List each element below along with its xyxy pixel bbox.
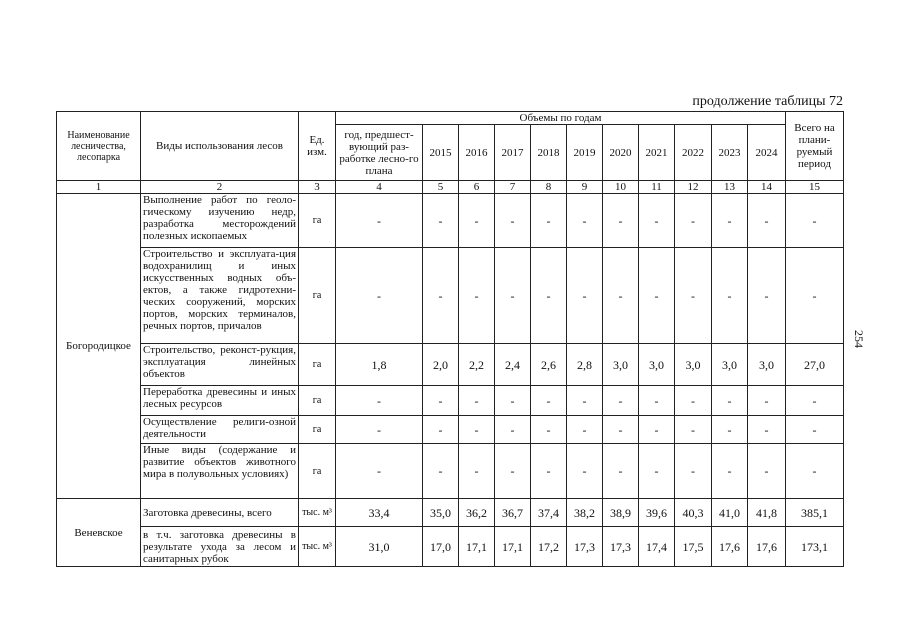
value-cell: 41,0: [712, 499, 748, 527]
value-cell: -: [786, 444, 844, 499]
value-cell: -: [748, 416, 786, 444]
table-row: [57, 194, 844, 248]
column-number: 5: [423, 181, 459, 194]
use-type: Заготовка древесины, всего: [141, 499, 299, 527]
value-cell: -: [786, 248, 844, 344]
value-cell: 2,8: [567, 344, 603, 386]
value-cell: -: [567, 416, 603, 444]
value-cell: -: [639, 248, 675, 344]
value-cell: 17,5: [675, 527, 712, 567]
unit-cell: га: [299, 416, 336, 444]
value-cell: -: [336, 194, 423, 248]
value-cell: -: [712, 444, 748, 499]
unit-cell: га: [299, 194, 336, 248]
column-number: 14: [748, 181, 786, 194]
value-cell: -: [712, 248, 748, 344]
page-number: 254: [852, 330, 866, 348]
value-cell: 36,7: [495, 499, 531, 527]
header-year: 2017: [495, 125, 531, 181]
table-row: [57, 416, 844, 444]
unit-cell: га: [299, 248, 336, 344]
value-cell: -: [336, 386, 423, 416]
value-cell: -: [495, 194, 531, 248]
value-cell: -: [423, 444, 459, 499]
value-cell: 38,9: [603, 499, 639, 527]
column-number: 11: [639, 181, 675, 194]
header-forestry: Наименование лесничества, лесопарка: [57, 112, 141, 181]
value-cell: -: [531, 386, 567, 416]
value-cell: 3,0: [748, 344, 786, 386]
value-cell: 41,8: [748, 499, 786, 527]
header-use-types: Виды использования лесов: [141, 112, 299, 181]
unit-cell: га: [299, 344, 336, 386]
value-cell: 173,1: [786, 527, 844, 567]
value-cell: -: [459, 416, 495, 444]
value-cell: -: [786, 386, 844, 416]
value-cell: -: [567, 248, 603, 344]
column-number: 12: [675, 181, 712, 194]
header-year: 2021: [639, 125, 675, 181]
value-cell: 40,3: [675, 499, 712, 527]
use-type: Выполнение работ по геоло-гическому изучению недр, разработка месторождений полезных ископаемых: [141, 194, 299, 248]
value-cell: 17,3: [567, 527, 603, 567]
value-cell: -: [495, 248, 531, 344]
value-cell: -: [675, 444, 712, 499]
header-year: 2016: [459, 125, 495, 181]
value-cell: 2,0: [423, 344, 459, 386]
value-cell: 27,0: [786, 344, 844, 386]
table-row: [57, 499, 844, 527]
use-type: Иные виды (содержание и развитие объектов животного мира в полувольных условиях): [141, 444, 299, 499]
value-cell: -: [336, 444, 423, 499]
value-cell: -: [712, 194, 748, 248]
use-type: Переработка древесины и иных лесных ресурсов: [141, 386, 299, 416]
header-year: 2020: [603, 125, 639, 181]
table-row: [57, 386, 844, 416]
value-cell: -: [423, 194, 459, 248]
column-number: 1: [57, 181, 141, 194]
value-cell: 17,4: [639, 527, 675, 567]
header-prev-year: год, предшест-вующий раз-работке лесно-го плана: [336, 125, 423, 181]
value-cell: -: [748, 444, 786, 499]
table-caption: продолжение таблицы 72: [692, 94, 843, 109]
value-cell: -: [336, 248, 423, 344]
value-cell: -: [639, 386, 675, 416]
value-cell: -: [336, 416, 423, 444]
value-cell: -: [603, 248, 639, 344]
value-cell: -: [423, 386, 459, 416]
column-number: 2: [141, 181, 299, 194]
value-cell: -: [567, 386, 603, 416]
value-cell: -: [712, 416, 748, 444]
table-row: [57, 527, 844, 567]
value-cell: -: [675, 248, 712, 344]
value-cell: -: [786, 416, 844, 444]
value-cell: -: [531, 416, 567, 444]
header-year: 2019: [567, 125, 603, 181]
forest-use-table: [56, 111, 844, 567]
value-cell: 17,6: [748, 527, 786, 567]
unit-cell: тыс. м³: [299, 499, 336, 527]
value-cell: 3,0: [712, 344, 748, 386]
value-cell: 17,3: [603, 527, 639, 567]
value-cell: 2,2: [459, 344, 495, 386]
header-year: 2018: [531, 125, 567, 181]
value-cell: -: [675, 416, 712, 444]
use-type: Строительство и эксплуата-ция водохранилищ и иных искусственных водных объ-ектов, а также гидротехни-ческих сооружений, морских портов, морских терминалов, речных портов, причалов: [141, 248, 299, 344]
value-cell: -: [531, 194, 567, 248]
value-cell: -: [603, 386, 639, 416]
value-cell: -: [459, 194, 495, 248]
value-cell: -: [567, 444, 603, 499]
column-number: 3: [299, 181, 336, 194]
value-cell: -: [423, 416, 459, 444]
column-number: 9: [567, 181, 603, 194]
value-cell: 3,0: [675, 344, 712, 386]
value-cell: 17,6: [712, 527, 748, 567]
value-cell: 39,6: [639, 499, 675, 527]
value-cell: -: [748, 386, 786, 416]
header-year: 2022: [675, 125, 712, 181]
column-number: 7: [495, 181, 531, 194]
use-type: Осуществление религи-озной деятельности: [141, 416, 299, 444]
header-year: 2024: [748, 125, 786, 181]
value-cell: -: [603, 194, 639, 248]
value-cell: -: [639, 194, 675, 248]
value-cell: -: [639, 416, 675, 444]
value-cell: 35,0: [423, 499, 459, 527]
column-number: 6: [459, 181, 495, 194]
value-cell: -: [459, 444, 495, 499]
column-number: 15: [786, 181, 844, 194]
value-cell: -: [567, 194, 603, 248]
unit-cell: га: [299, 386, 336, 416]
value-cell: 36,2: [459, 499, 495, 527]
header-volumes-by-year: Объемы по годам: [336, 112, 786, 125]
use-type: Строительство, реконст-рукция, эксплуатация линейных объектов: [141, 344, 299, 386]
value-cell: 38,2: [567, 499, 603, 527]
column-number: 4: [336, 181, 423, 194]
value-cell: 385,1: [786, 499, 844, 527]
column-number: 13: [712, 181, 748, 194]
unit-cell: га: [299, 444, 336, 499]
value-cell: -: [786, 194, 844, 248]
value-cell: -: [531, 444, 567, 499]
table-row: [57, 248, 844, 344]
header-unit: Ед. изм.: [299, 112, 336, 181]
use-type: в т.ч. заготовка древесины в результате ухода за лесом и санитарных рубок: [141, 527, 299, 567]
value-cell: -: [675, 194, 712, 248]
value-cell: -: [531, 248, 567, 344]
value-cell: -: [495, 386, 531, 416]
value-cell: -: [675, 386, 712, 416]
value-cell: -: [459, 248, 495, 344]
header-total: Всего на плани-руемый период: [786, 112, 844, 181]
value-cell: 37,4: [531, 499, 567, 527]
unit-cell: тыс. м³: [299, 527, 336, 567]
value-cell: -: [712, 386, 748, 416]
value-cell: 2,4: [495, 344, 531, 386]
column-number: 10: [603, 181, 639, 194]
value-cell: 17,0: [423, 527, 459, 567]
table-row: [57, 344, 844, 386]
value-cell: -: [639, 444, 675, 499]
value-cell: -: [423, 248, 459, 344]
column-number: 8: [531, 181, 567, 194]
value-cell: -: [748, 194, 786, 248]
value-cell: -: [603, 416, 639, 444]
value-cell: -: [748, 248, 786, 344]
forestry-name: Богородицкое: [57, 194, 141, 499]
header-year: 2015: [423, 125, 459, 181]
value-cell: 3,0: [603, 344, 639, 386]
table-row: [57, 444, 844, 499]
value-cell: -: [495, 416, 531, 444]
value-cell: 3,0: [639, 344, 675, 386]
value-cell: -: [603, 444, 639, 499]
value-cell: 17,1: [459, 527, 495, 567]
value-cell: 17,2: [531, 527, 567, 567]
forestry-name: Веневское: [57, 499, 141, 567]
header-year: 2023: [712, 125, 748, 181]
value-cell: 33,4: [336, 499, 423, 527]
value-cell: -: [459, 386, 495, 416]
value-cell: 31,0: [336, 527, 423, 567]
value-cell: -: [495, 444, 531, 499]
value-cell: 2,6: [531, 344, 567, 386]
value-cell: 17,1: [495, 527, 531, 567]
value-cell: 1,8: [336, 344, 423, 386]
